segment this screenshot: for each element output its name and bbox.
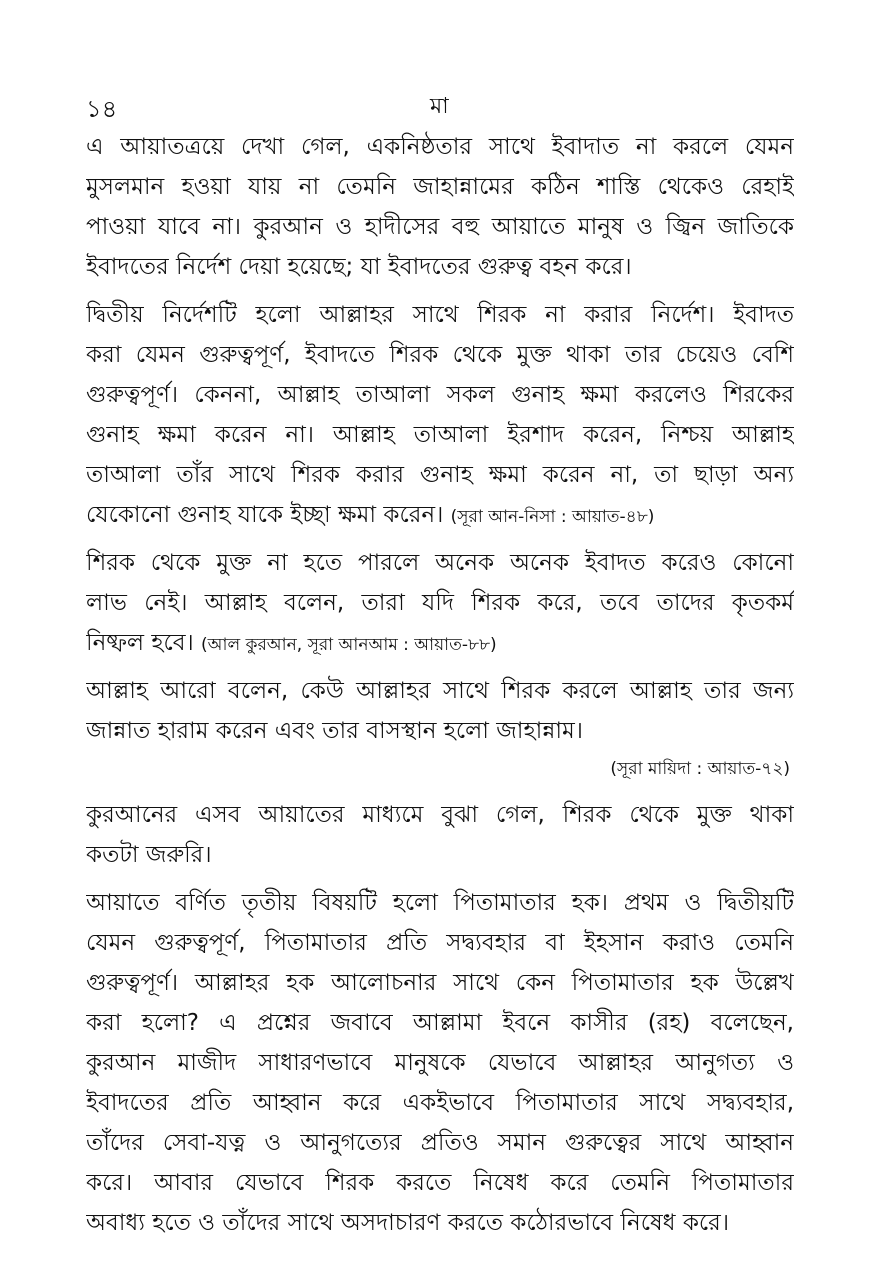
text-line: লাভ নেই। আল্লাহ বলেন, তারা যদি শিরক করে, তবে তাদের কৃতকর্ম — [86, 590, 794, 616]
text-line: গুনাহ ক্ষমা করেন না। আল্লাহ তাআলা ইরশাদ করেন, নিশ্চয় আল্লাহ — [86, 422, 794, 448]
text-line-with-reference — [86, 495, 794, 535]
text-line: কুরআন মাজীদ সাধারণভাবে মানুষকে যেভাবে আল্লাহর আনুগত্য ও — [86, 1050, 794, 1076]
text-line: কতটা জরুরি। — [86, 842, 212, 868]
text-line: করে। আবার যেভাবে শিরক করতে নিষেধ করে তেমনি পিতামাতার — [86, 1170, 794, 1196]
text-line: জান্নাত হারাম করেন এবং তার বাসস্থান হলো জাহান্নাম। — [86, 718, 584, 744]
text-line: ইবাদতের প্রতি আহ্বান করে একইভাবে পিতামাতার সাথে সদ্ব্যবহার, — [86, 1090, 794, 1116]
text-line-content: যেকোনো গুনাহ যাকে ইচ্ছা ক্ষমা করেন। — [86, 502, 444, 528]
paragraph-1 — [86, 127, 794, 287]
text-line: যেমন গুরুত্বপূর্ণ, পিতামাতার প্রতি সদ্ব্যবহার বা ইহসান করাও তেমনি — [86, 930, 794, 956]
body-text — [86, 127, 794, 1251]
paragraph-2 — [86, 295, 794, 535]
text-line: এ আয়াতত্রয়ে দেখা গেল, একনিষ্ঠতার সাথে ইবাদাত না করলে যেমন — [86, 134, 794, 160]
verse-reference: (সূরা আন-নিসা : আয়াত-৪৮) — [450, 507, 655, 527]
text-line: শিরক থেকে মুক্ত না হতে পারলে অনেক অনেক ইবাদত করেও কোনো — [86, 550, 794, 576]
running-title: মা — [430, 94, 449, 119]
text-line: আয়াতে বর্ণিত তৃতীয় বিষয়টি হলো পিতামাতার হক। প্রথম ও দ্বিতীয়টি — [86, 890, 794, 916]
paragraph-3 — [86, 543, 794, 663]
text-line: অবাধ্য হতে ও তাঁদের সাথে অসদাচারণ করতে কঠোরভাবে নিষেধ করে। — [86, 1210, 730, 1236]
text-line: দ্বিতীয় নির্দেশটি হলো আল্লাহর সাথে শিরক না করার নির্দেশ। ইবাদত — [86, 302, 794, 328]
text-line: ইবাদতের নির্দেশ দেয়া হয়েছে; যা ইবাদতের গুরুত্ব বহন করে। — [86, 254, 632, 280]
text-line-content: নিষ্ফল হবে। — [86, 630, 194, 656]
verse-reference: (আল কুরআন, সূরা আনআম : আয়াত-৮৮) — [201, 635, 497, 655]
page-number: ১৪ — [86, 95, 118, 123]
text-line: গুরুত্বপূর্ণ। আল্লাহর হক আলোচনার সাথে কেন পিতামাতার হক উল্লেখ — [86, 970, 794, 996]
text-line-with-reference — [86, 623, 794, 663]
text-line: তাআলা তাঁর সাথে শিরক করার গুনাহ ক্ষমা করেন না, তা ছাড়া অন্য — [86, 462, 794, 488]
text-line: কুরআনের এসব আয়াতের মাধ্যমে বুঝা গেল, শিরক থেকে মুক্ত থাকা — [86, 802, 794, 828]
text-line: করা যেমন গুরুত্বপূর্ণ, ইবাদতে শিরক থেকে মুক্ত থাকা তার চেয়েও বেশি — [86, 342, 794, 368]
text-line: গুরুত্বপূর্ণ। কেননা, আল্লাহ তাআলা সকল গুনাহ ক্ষমা করলেও শিরকের — [86, 382, 794, 408]
verse-reference: (সূরা মায়িদা : আয়াত-৭২) — [610, 759, 790, 779]
text-line: পাওয়া যাবে না। কুরআন ও হাদীসের বহু আয়াতে মানুষ ও জ্বিন জাতিকে — [86, 214, 794, 240]
paragraph-6 — [86, 883, 794, 1243]
text-line: আল্লাহ আরো বলেন, কেউ আল্লাহর সাথে শিরক করলে আল্লাহ তার জন্য — [86, 678, 794, 704]
text-line: মুসলমান হওয়া যায় না তেমনি জাহান্নামের কঠিন শাস্তি থেকেও রেহাই — [86, 174, 794, 200]
text-line: করা হলো? এ প্রশ্নের জবাবে আল্লামা ইবনে কাসীর (রহ) বলেছেন, — [86, 1010, 794, 1036]
paragraph-5 — [86, 795, 794, 875]
paragraph-4 — [86, 671, 794, 787]
text-line: তাঁদের সেবা-যত্ন ও আনুগত্যের প্রতিও সমান গুরুত্বের সাথে আহ্বান — [86, 1130, 794, 1156]
